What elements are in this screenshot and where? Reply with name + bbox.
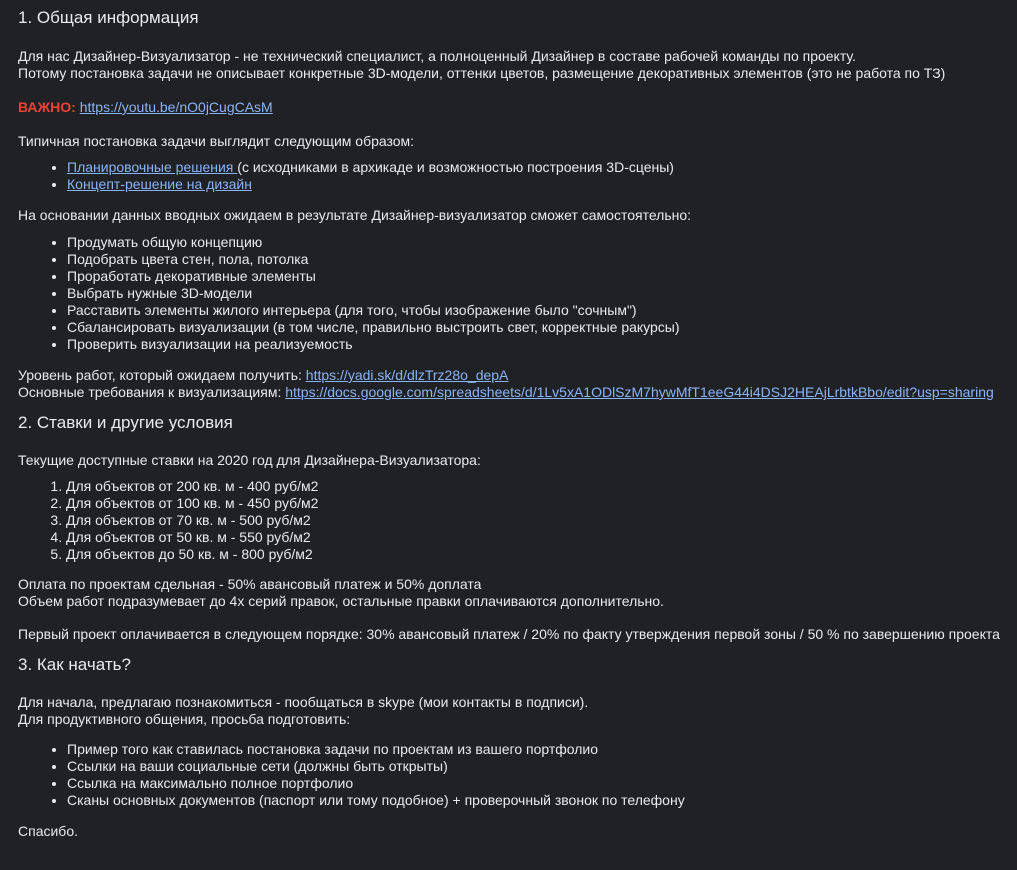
list-item: • Ссылка на максимально полное портфолио	[67, 775, 1008, 792]
requirements-line	[18, 384, 1008, 401]
section-2-title: 2. Ставки и другие условия	[18, 413, 233, 432]
planning-solutions-link[interactable]: Планировочные решения	[67, 159, 238, 175]
rate-item: 1. Для объектов от 200 кв. м - 400 руб/м2	[66, 478, 1008, 495]
important-label: ВАЖНО:	[18, 99, 76, 115]
expectations-list	[18, 234, 1008, 353]
list-item-text: (с исходниками в архикаде и возможностью построения 3D-сцены)	[237, 159, 674, 175]
rate-item: 2. Для объектов от 100 кв. м - 450 руб/м2	[66, 495, 1008, 512]
thanks-text: Спасибо.	[18, 823, 78, 839]
requirements-label: Основные требования к визуализациям:	[18, 384, 286, 400]
payment-line-1: Оплата по проектам сдельная - 50% авансовый платеж и 50% доплата	[18, 576, 482, 592]
rate-item: 3. Для объектов от 70 кв. м - 500 руб/м2	[66, 512, 1008, 529]
list-item: • Проработать декоративные элементы	[67, 268, 1008, 285]
section-3-title: 3. Как начать?	[18, 655, 131, 674]
list-item: • Сканы основных документов (паспорт или тому подобное) + проверочный звонок по телефону	[67, 792, 1008, 809]
list-item	[67, 159, 1008, 176]
rates-list	[18, 478, 1008, 563]
list-item: • Продумать общую концепцию	[67, 234, 1008, 251]
section-1-title: 1. Общая информация	[18, 8, 199, 27]
requirements-link[interactable]: https://docs.google.com/spreadsheets/d/1Lv5xA1ODlSzM7hywMfT1eeG44i4DSJ2HEAjLrbtkBbo/edit?usp=sharing	[285, 384, 994, 400]
work-level-link[interactable]: https://yadi.sk/d/dlzTrz28o_depA	[305, 367, 509, 383]
expectations-text: На основании данных вводных ожидаем в результате Дизайнер-визуализатор сможет самостоятельно:	[18, 207, 692, 223]
first-project-payment: Первый проект оплачивается в следующем порядке: 30% авансовый платеж / 20% по факту утверждения первой зоны / 50 % по завершению проекта	[18, 626, 1000, 642]
document-body	[18, 0, 1008, 840]
prepare-list	[18, 741, 1008, 809]
list-item: • Пример того как ставилась постановка задачи по проектам из вашего портфолио	[67, 741, 1008, 758]
work-level-line	[18, 367, 1008, 384]
list-item	[67, 176, 1008, 193]
rates-intro: Текущие доступные ставки на 2020 год для Дизайнера-Визуализатора:	[18, 452, 481, 468]
concept-design-link[interactable]: Концепт-решение на дизайн	[67, 176, 252, 192]
important-line	[18, 99, 1008, 116]
work-level-label: Уровень работ, который ожидаем получить:	[18, 367, 306, 383]
start-line-2: Для продуктивного общения, просьба подготовить:	[18, 711, 351, 727]
list-item: • Проверить визуализации на реализуемость	[67, 336, 1008, 353]
typical-task-text: Типичная постановка задачи выглядит следующим образом:	[18, 133, 415, 149]
list-item: • Расставить элементы жилого интерьера (для того, чтобы изображение было "сочным")	[67, 302, 1008, 319]
start-line-1: Для начала, предлагаю познакомиться - пообщаться в skype (мои контакты в подписи).	[18, 694, 589, 710]
rate-item: 4. Для объектов от 50 кв. м - 550 руб/м2	[66, 529, 1008, 546]
list-item: • Ссылки на ваши социальные сети (должны быть открыты)	[67, 758, 1008, 775]
list-item: • Выбрать нужные 3D-модели	[67, 285, 1008, 302]
task-list	[18, 159, 1008, 193]
important-video-link[interactable]: https://youtu.be/nO0jCugCAsM	[79, 99, 273, 115]
intro-line-2: Потому постановка задачи не описывает конкретные 3D-модели, оттенки цветов, размещение декоративных элементов (это не работа по ТЗ)	[18, 65, 946, 81]
list-item: • Сбалансировать визуализации (в том числе, правильно выстроить свет, корректные ракурсы)	[67, 319, 1008, 336]
list-item: • Подобрать цвета стен, пола, потолка	[67, 251, 1008, 268]
intro-line-1: Для нас Дизайнер-Визуализатор - не технический специалист, а полноценный Дизайнер в составе рабочей команды по проекту.	[18, 48, 856, 64]
rate-item: 5. Для объектов до 50 кв. м - 800 руб/м2	[66, 546, 1008, 563]
payment-line-2: Объем работ подразумевает до 4х серий правок, остальные правки оплачиваются дополнительно.	[18, 593, 664, 609]
